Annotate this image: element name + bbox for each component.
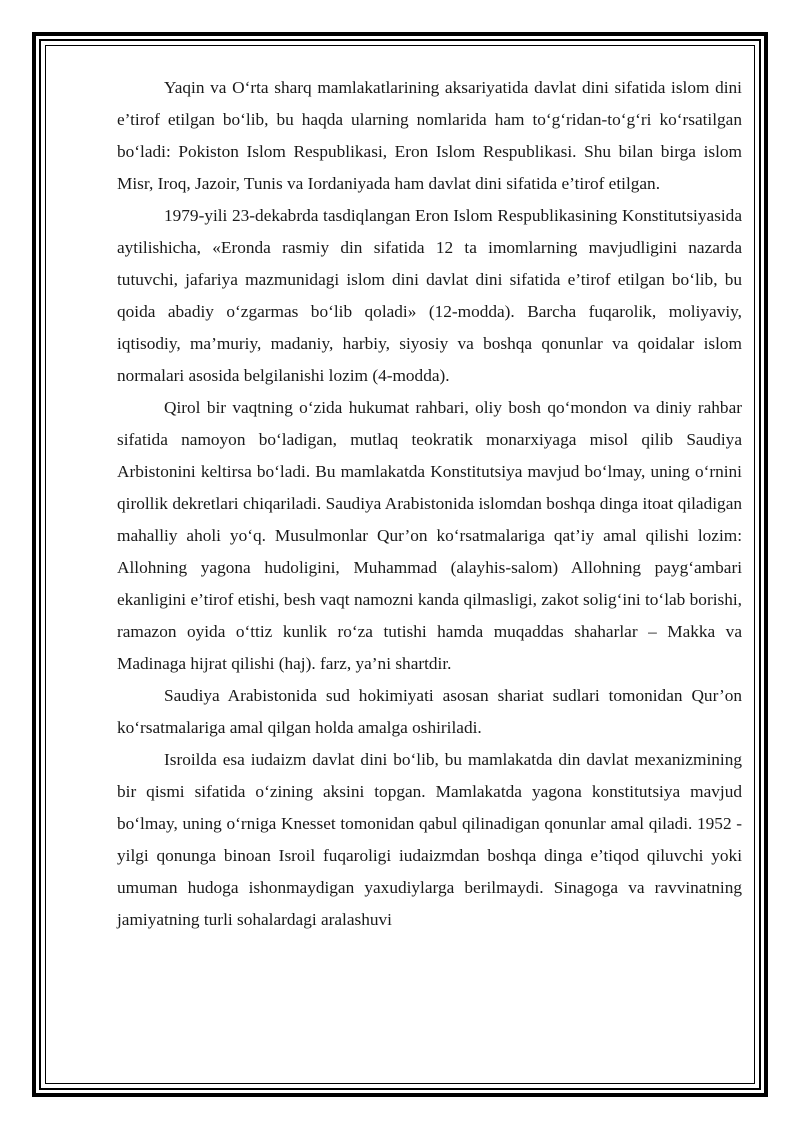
paragraph-1: Yaqin va O‘rta sharq mamlakatlarining aksariyatida davlat dini sifatida islom dini e’tirof etilgan bo‘lib, bu haqda ularning nomlarida ham to‘g‘ridan-to‘g‘ri ko‘rsatilgan bo‘ladi: Pokiston Islom Respublikasi, Eron Islom Respublikasi. Shu bilan birga islom Misr, Iroq, Jazoir, Tunis va Iordaniyada ham davlat dini sifatida e’tirof etilgan. (117, 78, 742, 193)
paragraph-5: Isroilda esa iudaizm davlat dini bo‘lib, bu mamlakatda din davlat mexanizmining bir qismi sifatida o‘zining aksini topgan. Mamlakatda yagona konstitutsiya mavjud bo‘lmay, uning o‘rniga Knesset tomonidan qabul qilinadigan qonunlar amal qiladi. 1952 -yilgi qonunga binoan Isroil fuqaroligi iudaizmdan boshqa dinga e’tiqod qiluvchi yoki umuman hudoga ishonmaydigan yaxudiylarga berilmaydi. Sinagoga va ravvinatning jamiyatning turli sohalardagi aralashuvi (117, 750, 742, 929)
paragraph-4: Saudiya Arabistonida sud hokimiyati asosan shariat sudlari tomonidan Qur’on ko‘rsatmalariga amal qilgan holda amalga oshiriladi. (117, 686, 742, 737)
paragraph-2: 1979-yili 23-dekabrda tasdiqlangan Eron Islom Respublikasining Konstitutsiyasida aytilishicha, «Eronda rasmiy din sifatida 12 ta imomlarning mavjudligini nazarda tutuvchi, jafariya mazmunidagi islom dini davlat dini sifatida e’tirof etilgan bo‘lib, bu qoida abadiy o‘zgarmas bo‘lib qoladi» (12-modda). Barcha fuqarolik, moliyaviy, iqtisodiy, ma’muriy, madaniy, harbiy, siyosiy va boshqa qonunlar va qoidalar islom normalari asosida belgilanishi lozim (4-modda). (117, 206, 742, 385)
document-body (117, 72, 742, 936)
paragraph-3: Qirol bir vaqtning o‘zida hukumat rahbari, oliy bosh qo‘mondon va diniy rahbar sifatida namoyon bo‘ladigan, mutlaq teokratik monarxiyaga misol qilib Saudiya Arbistonini keltirsa bo‘ladi. Bu mamlakatda Konstitutsiya mavjud bo‘lmay, uning o‘rnini qirollik dekretlari chiqariladi. Saudiya Arabistonida islomdan boshqa dinga itoat qiladigan mahalliy aholi yo‘q. Musulmonlar Qur’on ko‘rsatmalariga qat’iy amal qilishi lozim: Allohning yagona hudoligini, Muhammad (alayhis-salom) Allohning payg‘ambari ekanligini e’tirof etishi, besh vaqt namozni kanda qilmasligi, zakot solig‘ini to‘lab borishi, ramazon oyida o‘ttiz kunlik ro‘za tutishi hamda muqaddas shaharlar – Makka va Madinaga hijrat qilishi (haj). farz, ya’ni shartdir. (117, 398, 742, 673)
